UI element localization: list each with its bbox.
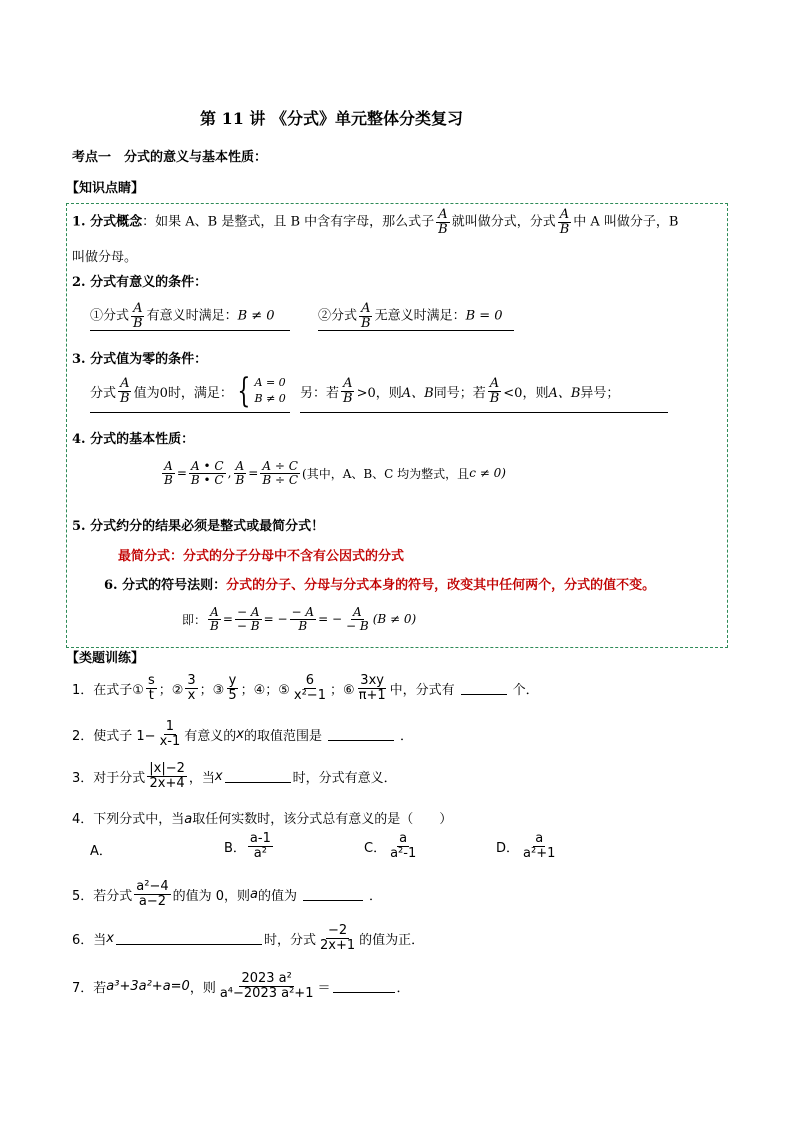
answer-blank[interactable] [303, 888, 363, 901]
answer-blank[interactable] [461, 682, 507, 695]
k3-label: 3. 分式值为零的条件： [72, 352, 208, 367]
k1-line2: 叫做分母。 [72, 250, 138, 265]
answer-blank[interactable] [225, 770, 291, 783]
question-5: 5．若分式 $\frac{\text{a²−4}}{a-2}$ 的值为 0，则 a 的值为 ． [72, 879, 383, 909]
k6-rule: 6. 分式的符号法则：分式的分子、分母与分式本身的符号，改变其中任何两个，分式的值不变。 [104, 578, 656, 593]
answer-blank[interactable] [333, 980, 395, 993]
question-6: 6．当 x 时，分式 $\frac{-2}{2x+1}$ 的值为正． [72, 923, 425, 953]
question-2: 2．使式子 1− $\frac{1}{x-1}$ 有意义的 x 的取值范围是 ． [72, 719, 413, 749]
k6-formula: 即： $\frac{A}{B}$ = $\frac{- A}{- B}$ = − $\frac{- A}{B}$ = − $\frac{A}{- B}$ (B ≠ 0) [182, 605, 417, 633]
question-1: 1．在式子① $\frac{s}{t}$ ；② $\frac{3}{x}$ ；③ $\frac{y}{5}$ ；④；⑤ $\frac{6}{\text{x²−1}}$ ；⑥ $\frac{3xy}{\pi+1}$ 中，分式有 个． [72, 673, 539, 703]
option-b[interactable]: B． $\frac{a-1}{\text{a²}}$ [224, 831, 271, 861]
k3-zero-condition: 分式 $\frac{A}{B}$ 值为0时，满足： { A = 0 B ≠ 0 [90, 370, 290, 413]
k4-formula: $\frac{A}{B}$ = $\frac{A • C}{B • C}$ , $\frac{A}{B}$ = $\frac{A \div C}{B \div C}$ (其中，A、B、C 均为整式，且 c ≠ 0) [164, 459, 506, 487]
question-7: 7．若 a³+3a²+a=0 ，则 $\frac{\text{2023 a²}}{\text{a⁴−2023 a²+1}}$ ＝ ． [72, 971, 410, 1001]
knowledge-header: 【知识点睛】 [66, 181, 145, 196]
page-title: 第 11 讲 《分式》单元整体分类复习 [200, 109, 463, 128]
section-heading: 考点一 分式的意义与基本性质： [72, 150, 268, 165]
k4-label: 4. 分式的基本性质： [72, 432, 195, 447]
question-4: 4．下列分式中，当a取任何实数时，该分式总有意义的是（ ） [72, 812, 453, 827]
option-a[interactable]: A． [90, 844, 112, 859]
option-d[interactable]: D． $\frac{a}{\text{a²+1}}$ [496, 831, 556, 861]
k2-condition1: ①分式 $\frac{A}{B}$ 有意义时满足：B ≠ 0 [90, 302, 290, 331]
k3-sign-rule: 另：若 $\frac{A}{B}$ >0，则 A、B 同号；若 $\frac{A}{B}$ <0，则 A、B 异号； [300, 370, 668, 413]
k5-definition: 最简分式：分式的分子分母中不含有公因式的分式 [118, 549, 405, 564]
k1-line1: 1. 分式概念：如果 A、B 是整式，且 B 中含有字母，那么式子 $\frac{A}{B}$ 就叫做分式，分式 $\frac{A}{B}$ 中 A 叫做分子，B [72, 207, 679, 237]
k5-label: 5. 分式约分的结果必须是整式或最简分式！ [72, 519, 325, 534]
option-c[interactable]: C． $\frac{a}{\text{a²-1}}$ [364, 831, 417, 861]
answer-blank[interactable] [328, 728, 394, 741]
k2-condition2: ②分式 $\frac{A}{B}$ 无意义时满足：B = 0 [318, 302, 514, 331]
answer-blank[interactable] [116, 932, 262, 945]
k2-label: 2. 分式有意义的条件： [72, 275, 208, 290]
practice-header: 【类题训练】 [66, 651, 145, 666]
question-3: 3．对于分式 $\frac{|x|-2}{2x+4}$ ，当 x 时，分式有意义． [72, 761, 397, 791]
